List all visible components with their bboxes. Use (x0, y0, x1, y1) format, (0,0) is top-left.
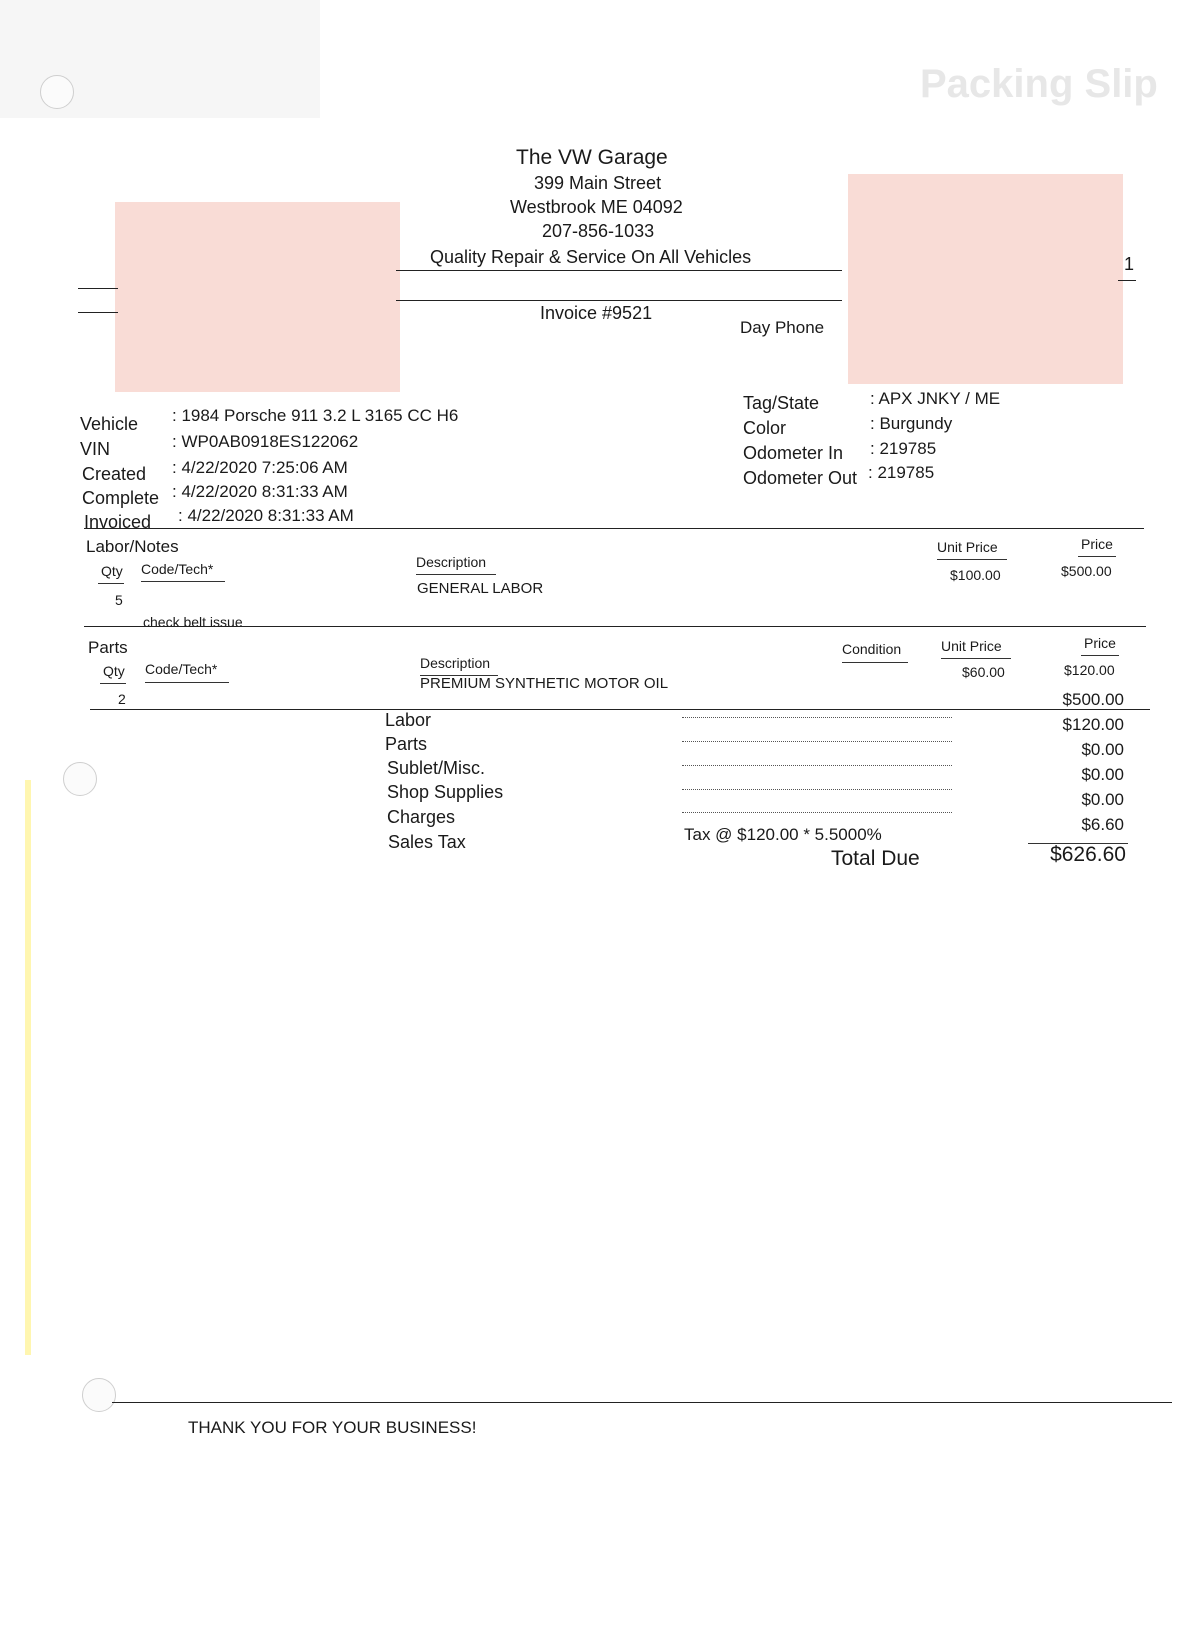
binder-hole-top (40, 75, 74, 109)
parts-description-header: Description (420, 655, 491, 671)
total-sublet-value: $0.00 (1081, 740, 1124, 759)
labor-qty: 5 (115, 592, 123, 608)
total-labor-label: Labor (385, 710, 432, 730)
info-bottom-rule (84, 528, 1144, 529)
total-sales-tax-label: Sales Tax (388, 832, 466, 852)
labor-unit-price-header: Unit Price (937, 539, 998, 555)
parts-code-underline (145, 682, 229, 683)
parts-price-underline (1081, 655, 1119, 656)
labor-dotted-leader (682, 717, 952, 718)
footer-thank-you: THANK YOU FOR YOUR BUSINESS! (188, 1418, 477, 1437)
labor-price: $500.00 (1061, 563, 1112, 579)
sales-tax-detail: Tax @ $120.00 * 5.5000% (684, 825, 882, 844)
color-label: Color (743, 418, 787, 438)
charges-dotted-leader (682, 812, 952, 813)
total-sales-tax-value: $6.60 (1081, 815, 1124, 834)
labor-price-header: Price (1081, 536, 1113, 552)
total-parts-value: $120.00 (1062, 715, 1124, 734)
left-rule-2 (78, 312, 118, 313)
total-due-value: $626.60 (1050, 843, 1126, 866)
invoiced-label: Invoiced (84, 512, 152, 532)
parts-price-header: Price (1084, 635, 1116, 651)
background-packing-slip-title: Packing Slip (920, 62, 1158, 106)
total-shop-supplies-value: $0.00 (1081, 765, 1124, 784)
odometer-out-label: Odometer Out (743, 468, 858, 488)
left-rule-1 (78, 288, 118, 289)
parts-unit-price-underline (941, 658, 1011, 659)
parts-code-header: Code/Tech* (145, 661, 218, 677)
parts-section-label: Parts (88, 638, 128, 657)
labor-unit-price: $100.00 (950, 567, 1001, 583)
shop-supplies-dotted-leader (682, 789, 952, 790)
company-street: 399 Main Street (534, 173, 662, 193)
header-rule-1 (396, 270, 842, 271)
parts-qty-header: Qty (103, 663, 125, 679)
labor-qty-header: Qty (101, 563, 123, 579)
labor-price-underline (1078, 556, 1116, 557)
vin-value: : WP0AB0918ES122062 (172, 432, 359, 451)
total-charges-value: $0.00 (1081, 790, 1124, 809)
redacted-customer-block (115, 202, 400, 392)
company-city: Westbrook ME 04092 (510, 197, 683, 217)
parts-qty-underline (100, 683, 126, 684)
parts-bottom-rule (90, 709, 1150, 710)
labor-qty-underline (98, 583, 124, 584)
right-rule-1 (1118, 280, 1136, 281)
total-shop-supplies-label: Shop Supplies (387, 782, 504, 802)
total-due-label: Total Due (831, 847, 920, 870)
labor-unit-price-underline (937, 559, 1007, 560)
odometer-in-label: Odometer In (743, 443, 844, 463)
parts-description: PREMIUM SYNTHETIC MOTOR OIL (420, 675, 669, 692)
company-name: The VW Garage (516, 146, 668, 169)
total-parts-label: Parts (385, 734, 428, 754)
parts-condition-underline (842, 662, 908, 663)
total-labor-value: $500.00 (1062, 690, 1124, 709)
parts-price: $120.00 (1064, 662, 1115, 678)
vehicle-value: : 1984 Porsche 911 3.2 L 3165 CC H6 (172, 406, 459, 425)
created-value: : 4/22/2020 7:25:06 AM (172, 458, 348, 477)
sublet-dotted-leader (682, 765, 952, 766)
labor-description: GENERAL LABOR (417, 580, 544, 597)
labor-description-header: Description (416, 554, 487, 570)
labor-section-label: Labor/Notes (86, 537, 179, 556)
parts-unit-price-header: Unit Price (941, 638, 1002, 654)
labor-note: check belt issue (143, 614, 243, 630)
complete-value: : 4/22/2020 8:31:33 AM (172, 482, 348, 501)
parts-unit-price: $60.00 (962, 664, 1005, 680)
tag-state-label: Tag/State (743, 393, 820, 413)
invoice-number: Invoice #9521 (540, 303, 653, 323)
complete-label: Complete (82, 488, 160, 508)
margin-highlight-strip (25, 780, 31, 1355)
redacted-phone-block (848, 174, 1123, 384)
labor-code-underline (141, 581, 225, 582)
binder-hole-bottom (82, 1378, 116, 1412)
footer-rule (112, 1402, 1172, 1403)
company-tagline: Quality Repair & Service On All Vehicles (430, 247, 752, 267)
header-rule-2 (396, 300, 842, 301)
tag-state-value: : APX JNKY / ME (870, 389, 1001, 408)
parts-condition-header: Condition (842, 641, 902, 657)
odometer-in-value: : 219785 (870, 439, 937, 458)
total-charges-label: Charges (387, 807, 456, 827)
company-phone: 207-856-1033 (542, 221, 655, 241)
labor-description-underline (416, 574, 496, 575)
parts-qty: 2 (118, 691, 126, 707)
vehicle-label: Vehicle (80, 414, 139, 434)
vin-label: VIN (80, 439, 111, 459)
binder-hole-middle (63, 762, 97, 796)
created-label: Created (82, 464, 147, 484)
color-value: : Burgundy (870, 414, 953, 433)
odometer-out-value: : 219785 (868, 463, 935, 482)
labor-code-header: Code/Tech* (141, 561, 214, 577)
page-number: 1 (1124, 254, 1135, 274)
labor-bottom-rule (84, 626, 1146, 627)
invoiced-value: : 4/22/2020 8:31:33 AM (178, 506, 354, 525)
parts-dotted-leader (682, 741, 952, 742)
total-sublet-label: Sublet/Misc. (387, 758, 486, 778)
day-phone-label: Day Phone (740, 318, 825, 337)
